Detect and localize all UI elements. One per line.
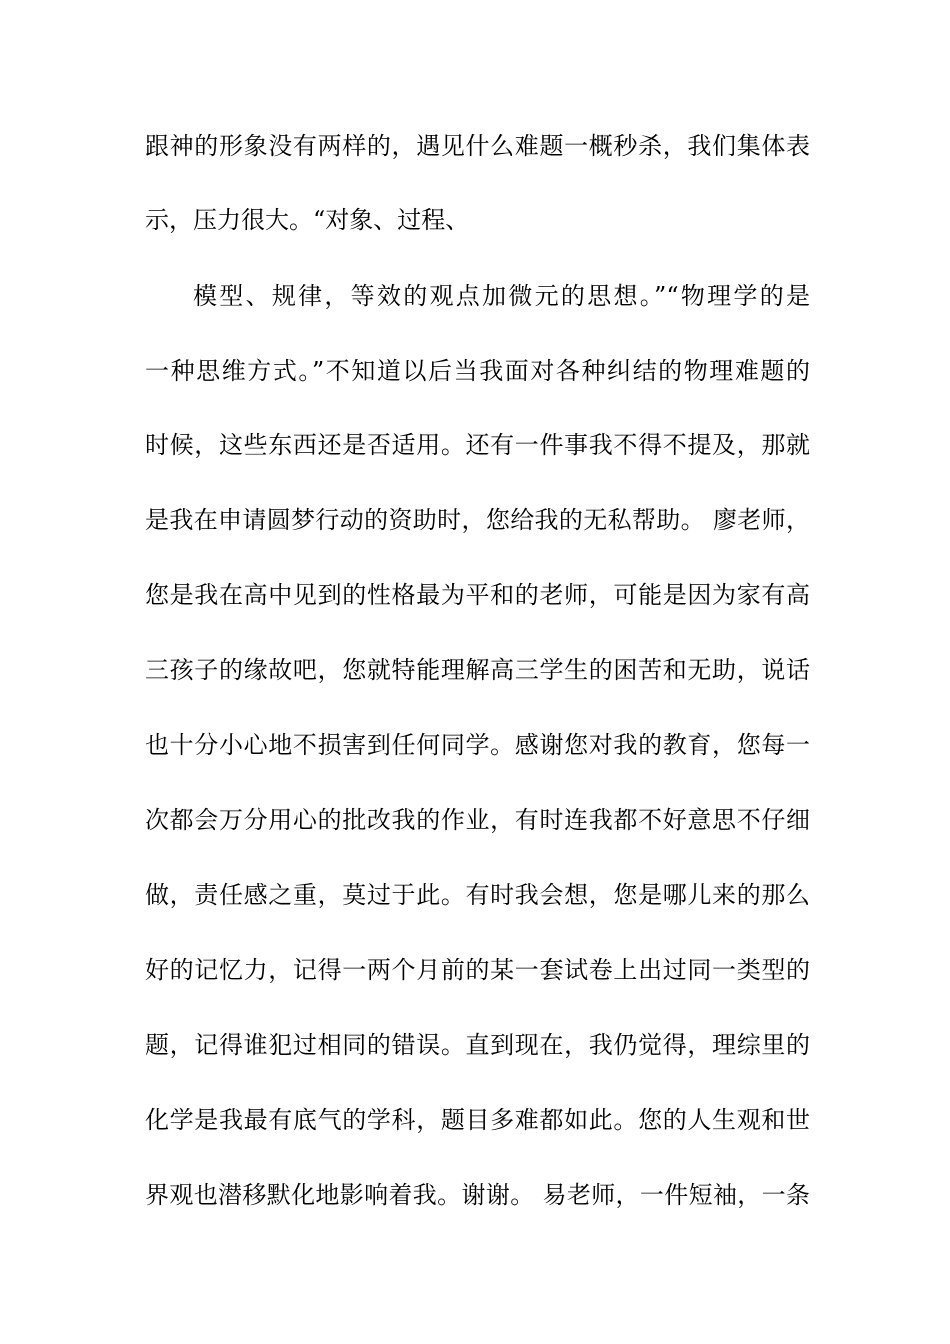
- text-line-1: 跟神的形象没有两样的，遇见什么难题一概秒杀，我们集体表: [145, 132, 810, 160]
- text-line-12: 好的记忆力，记得一两个月前的某一套试卷上出过同一类型的: [145, 956, 810, 984]
- text-line-8: 三孩子的缘故吧，您就特能理解高三学生的困苦和无助，说话: [145, 656, 810, 684]
- text-line-15: 界观也潜移默化地影响着我。谢谢。 易老师，一件短袖，一条: [145, 1181, 810, 1209]
- text-line-11: 做，责任感之重，莫过于此。有时我会想，您是哪儿来的那么: [145, 881, 810, 909]
- text-line-2: 示，压力很大。“对象、过程、: [145, 206, 470, 234]
- text-line-10: 次都会万分用心的批改我的作业，有时连我都不好意思不仔细: [145, 806, 810, 834]
- text-line-14: 化学是我最有底气的学科，题目多难都如此。您的人生观和世: [145, 1106, 810, 1134]
- text-line-13: 题，记得谁犯过相同的错误。直到现在，我仍觉得，理综里的: [145, 1031, 810, 1059]
- text-line-6: 是我在申请圆梦行动的资助时，您给我的无私帮助。 廖老师，: [145, 506, 810, 534]
- text-line-5: 时候，这些东西还是否适用。还有一件事我不得不提及，那就: [145, 431, 810, 459]
- text-line-3: 模型、规律，等效的观点加微元的思想。”“物理学的是: [193, 282, 810, 310]
- text-line-9: 也十分小心地不损害到任何同学。感谢您对我的教育，您每一: [145, 731, 810, 759]
- text-line-4: 一种思维方式。”不知道以后当我面对各种纠结的物理难题的: [145, 357, 810, 385]
- text-line-7: 您是我在高中见到的性格最为平和的老师，可能是因为家有高: [145, 581, 810, 609]
